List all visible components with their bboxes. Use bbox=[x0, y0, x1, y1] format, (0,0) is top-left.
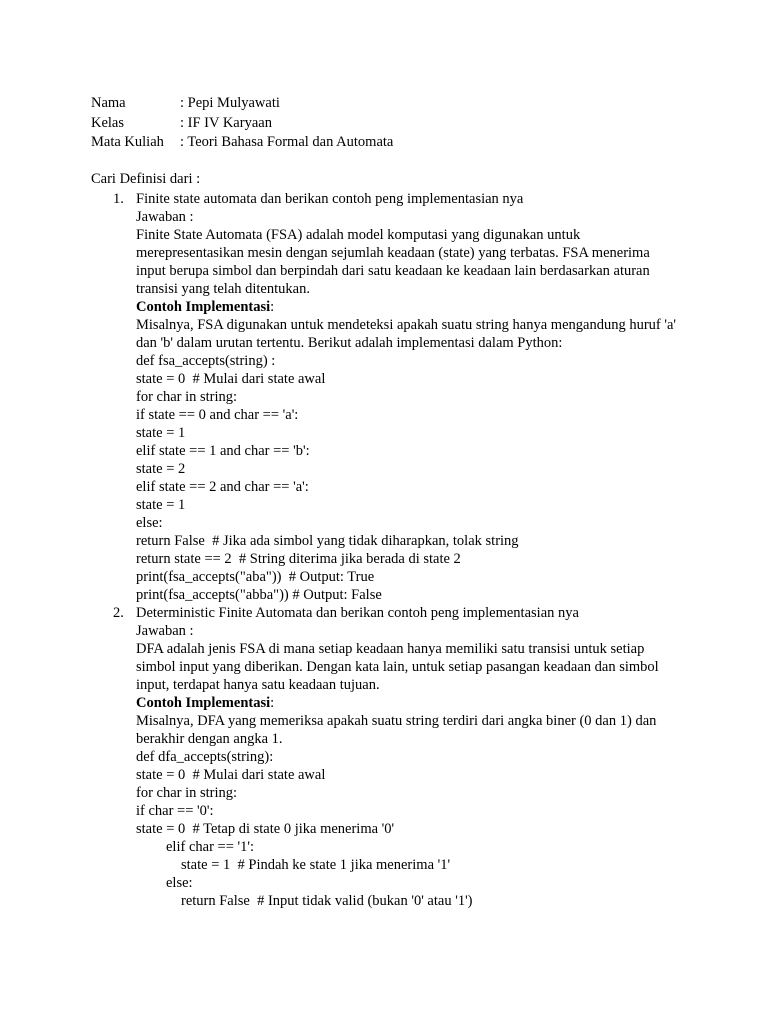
question-text: Deterministic Finite Automata dan berikan contoh peng implementasian nya bbox=[136, 604, 579, 621]
answer-label: Jawaban : bbox=[136, 622, 194, 639]
code-line: if state == 0 and char == 'a': bbox=[136, 406, 299, 423]
code-line: if char == '0': bbox=[136, 802, 214, 819]
implementation-label: Contoh Implementasi bbox=[136, 694, 271, 711]
implementation-heading bbox=[136, 298, 676, 316]
implementation-colon: : bbox=[270, 694, 275, 711]
code-line: def dfa_accepts(string): bbox=[136, 748, 274, 765]
code-line: return state == 2 # String diterima jika berada di state 2 bbox=[136, 550, 461, 567]
code-line: def fsa_accepts(string) : bbox=[136, 352, 276, 369]
code-line: state = 2 bbox=[136, 460, 186, 477]
list-item-2 bbox=[0, 604, 768, 910]
code-line: print(fsa_accepts("aba")) # Output: True bbox=[136, 568, 375, 585]
list-item-1 bbox=[0, 190, 768, 604]
student-info bbox=[91, 94, 393, 153]
implementation-label: Contoh Implementasi bbox=[136, 298, 271, 315]
implementation-heading bbox=[136, 694, 676, 712]
name-label: Nama bbox=[91, 95, 126, 111]
implementation-description: Misalnya, DFA yang memeriksa apakah suatu string terdiri dari angka biner (0 dan 1) dan berakhir dengan angka 1. bbox=[136, 712, 657, 747]
answer-label: Jawaban : bbox=[136, 208, 194, 225]
class-value: : IF IV Karyaan bbox=[180, 114, 272, 131]
code-line: elif char == '1': bbox=[166, 838, 255, 855]
code-line: elif state == 2 and char == 'a': bbox=[136, 478, 309, 495]
class-row bbox=[91, 114, 393, 134]
question-list bbox=[0, 190, 768, 910]
code-line: for char in string: bbox=[136, 388, 238, 405]
course-label: Mata Kuliah bbox=[91, 134, 164, 150]
code-line: state = 1 bbox=[136, 424, 186, 441]
code-line: for char in string: bbox=[136, 784, 238, 801]
code-line: elif state == 1 and char == 'b': bbox=[136, 442, 310, 459]
code-line: print(fsa_accepts("abba")) # Output: False bbox=[136, 586, 382, 603]
name-value: : Pepi Mulyawati bbox=[180, 95, 280, 111]
definition-paragraph: Finite State Automata (FSA) adalah model komputasi yang digunakan untuk merepresentasikan mesin dengan sejumlah keadaan (state) yang terbatas. FSA menerima input berupa simbol dan berpindah dari satu keadaan ke keadaan lain berdasarkan aturan transisi yang telah ditentukan. bbox=[136, 226, 650, 297]
course-value: : Teori Bahasa Formal dan Automata bbox=[180, 134, 394, 150]
code-line: return False # Input tidak valid (bukan '0' atau '1') bbox=[181, 892, 473, 909]
course-row bbox=[91, 133, 393, 153]
item-number: 1. bbox=[113, 190, 124, 207]
code-line: state = 1 bbox=[136, 496, 186, 513]
question-text: Finite state automata dan berikan contoh peng implementasian nya bbox=[136, 190, 524, 207]
code-line: state = 0 # Mulai dari state awal bbox=[136, 766, 326, 783]
implementation-colon: : bbox=[270, 298, 275, 315]
class-label: Kelas bbox=[91, 114, 125, 131]
code-line: state = 0 # Tetap di state 0 jika menerima '0' bbox=[136, 820, 395, 837]
code-line: else: bbox=[166, 874, 193, 891]
item-number: 2. bbox=[113, 604, 124, 621]
intro-text: Cari Definisi dari : bbox=[91, 171, 201, 187]
code-line: state = 1 # Pindah ke state 1 jika menerima '1' bbox=[181, 856, 451, 873]
code-line: else: bbox=[136, 514, 163, 531]
implementation-description: Misalnya, FSA digunakan untuk mendeteksi apakah suatu string hanya mengandung huruf 'a' dan 'b' dalam urutan tertentu. Berikut adalah implementasi dalam Python: bbox=[136, 316, 677, 351]
name-row bbox=[91, 94, 393, 114]
code-line: return False # Jika ada simbol yang tidak diharapkan, tolak string bbox=[136, 532, 519, 549]
code-line: state = 0 # Mulai dari state awal bbox=[136, 370, 326, 387]
definition-paragraph: DFA adalah jenis FSA di mana setiap keadaan hanya memiliki satu transisi untuk setiap simbol input yang diberikan. Dengan kata lain, untuk setiap pasangan keadaan dan simbol input, terdapat hanya satu keadaan tujuan. bbox=[136, 640, 659, 693]
